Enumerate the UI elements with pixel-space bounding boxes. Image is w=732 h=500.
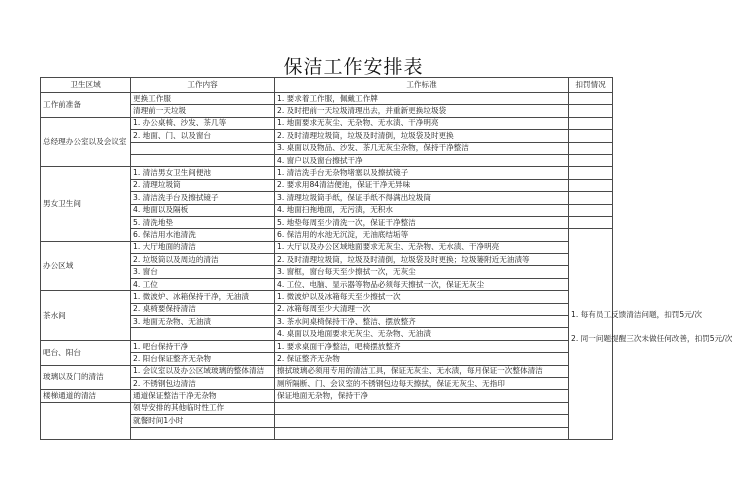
work-standard-cell: 1. 地面要求无灰尘、无杂物、无水渍、干净明亮 xyxy=(275,117,569,129)
table-row xyxy=(41,117,613,129)
work-content-cell: 3. 窗台 xyxy=(131,266,275,278)
table-row xyxy=(41,241,613,253)
work-content-cell xyxy=(131,427,275,439)
work-content-cell: 通道保证整洁干净无杂物 xyxy=(131,390,275,402)
cleaning-schedule-table xyxy=(40,77,732,440)
area-cell: 茶水间 xyxy=(41,291,131,341)
table-row xyxy=(41,340,613,352)
work-standard-cell: 保证地面无杂物，保持干净 xyxy=(275,390,569,402)
work-content-cell: 1. 会议室以及办公区域玻璃的整体清洁 xyxy=(131,365,275,377)
work-content-cell: 1. 吧台保持干净 xyxy=(131,340,275,352)
work-standard-cell: 1. 清洁洗手台无杂物堵塞以及擦拭镜子 xyxy=(275,167,569,179)
work-content-cell xyxy=(131,154,275,166)
work-standard-cell xyxy=(275,402,569,414)
work-content-cell: 4. 工位 xyxy=(131,278,275,290)
penalty-cell xyxy=(569,117,613,129)
work-content-cell: 1. 微波炉、冰箱保持干净，无油渍 xyxy=(131,291,275,303)
page-title: 保洁工作安排表 xyxy=(283,56,424,78)
work-content-cell: 2. 桌椅要保持清洁 xyxy=(131,303,275,315)
area-cell: 办公区域 xyxy=(41,241,131,291)
header-area: 卫生区域 xyxy=(41,78,131,93)
penalty-cell xyxy=(569,229,732,440)
work-content-cell: 1. 大厅地面的清洁 xyxy=(131,241,275,253)
area-cell: 吧台、阳台 xyxy=(41,340,131,365)
work-content-cell: 5. 清洗地垫 xyxy=(131,216,275,228)
work-standard-cell xyxy=(275,415,569,427)
area-cell: 工作前准备 xyxy=(41,93,131,118)
work-standard-cell: 2. 要求用84清洁便池，保证干净无异味 xyxy=(275,179,569,191)
area-cell: 总经理办公室以及会议室 xyxy=(41,117,131,167)
penalty-cell xyxy=(569,192,613,204)
work-standard-cell: 2. 冰箱每周至少大清理一次 xyxy=(275,303,569,315)
table-row xyxy=(41,167,613,179)
header-standard: 工作标准 xyxy=(275,78,569,93)
work-content-cell: 2. 地面、门、以及窗台 xyxy=(131,130,275,142)
work-content-cell: 3. 清洁洗手台及擦拭镜子 xyxy=(131,192,275,204)
work-standard-cell: 4. 工位、电脑、显示器等物品必须每天擦拭一次，保证无灰尘 xyxy=(275,278,569,290)
work-standard-cell: 1. 要求桌面干净整洁，吧椅摆放整齐 xyxy=(275,340,569,352)
penalty-rule: 1. 每有员工反馈清洁问题，扣罚5元/次 xyxy=(571,310,702,320)
work-content-cell: 领导安排的其他临时性工作 xyxy=(131,402,275,414)
work-standard-cell: 3. 清理垃圾筒手纸，保证手纸不得满出垃圾筒 xyxy=(275,192,569,204)
work-standard-cell: 4. 窗户以及窗台擦拭干净 xyxy=(275,154,569,166)
penalty-cell xyxy=(569,167,613,179)
penalty-cell xyxy=(569,93,613,105)
work-standard-cell: 6. 保洁用的水池无沉淀，无油底结垢等 xyxy=(275,229,569,241)
area-cell xyxy=(41,402,131,439)
area-cell: 楼梯通道的清洁 xyxy=(41,390,131,402)
header-penalty: 扣罚情况 xyxy=(569,78,613,93)
work-content-cell: 就餐时间1小时 xyxy=(131,415,275,427)
work-standard-cell: 2. 及时清理垃圾筒，垃圾及时清倒，垃圾袋及时更换；垃圾篓附近无油渍等 xyxy=(275,254,569,266)
work-content-cell: 清理前一天垃圾 xyxy=(131,105,275,117)
work-standard-cell: 厕所隔断、门、会议室的不锈钢包边每天擦拭，保证无灰尘、无指印 xyxy=(275,377,569,389)
penalty-cell xyxy=(569,204,613,216)
header-content: 工作内容 xyxy=(131,78,275,93)
work-standard-cell: 5. 地垫每周至少清洗一次，保证干净整洁 xyxy=(275,216,569,228)
work-standard-cell xyxy=(275,427,569,439)
work-content-cell: 6. 保洁用水池清洗 xyxy=(131,229,275,241)
work-content-cell: 3. 地面无杂物、无油渍 xyxy=(131,316,275,328)
area-cell: 男女卫生间 xyxy=(41,167,131,241)
work-content-cell xyxy=(131,328,275,340)
table-row xyxy=(41,291,613,303)
work-standard-cell: 1. 大厅以及办公区域地面要求无灰尘、无杂物、无水渍、干净明亮 xyxy=(275,241,569,253)
work-standard-cell: 1. 微波炉以及冰箱每天至少擦拭一次 xyxy=(275,291,569,303)
work-content-cell: 2. 垃圾筒以及周边的清洁 xyxy=(131,254,275,266)
work-content-cell xyxy=(131,142,275,154)
table-body xyxy=(41,93,732,440)
header-row xyxy=(41,78,613,93)
penalty-rule: 2. 同一问题提醒三次未做任何改善，扣罚5元/次 xyxy=(571,334,732,344)
work-standard-cell: 2. 及时清理垃圾筒，垃圾及时清倒，垃圾袋及时更换 xyxy=(275,130,569,142)
penalty-cell xyxy=(569,105,613,117)
work-standard-cell: 1. 要求着工作服，佩戴工作牌 xyxy=(275,93,569,105)
work-content-cell: 2. 清理垃圾筒 xyxy=(131,179,275,191)
work-standard-cell: 2. 保证整齐无杂物 xyxy=(275,353,569,365)
table-row xyxy=(41,365,613,377)
work-content-cell: 更换工作服 xyxy=(131,93,275,105)
work-standard-cell: 4. 地面扫拖地面，无污渍，无积水 xyxy=(275,204,569,216)
penalty-cell xyxy=(569,142,613,154)
work-standard-cell: 3. 窗框，窗台每天至少擦拭一次，无灰尘 xyxy=(275,266,569,278)
work-content-cell: 2. 阳台保证整齐无杂物 xyxy=(131,353,275,365)
penalty-cell xyxy=(569,130,613,142)
table-row xyxy=(41,390,613,402)
penalty-cell xyxy=(569,216,613,228)
work-standard-cell: 2. 及时把前一天垃圾清理出去，并重新更换垃圾袋 xyxy=(275,105,569,117)
work-standard-cell: 3. 茶水间桌椅保持干净、整洁、摆放整齐 xyxy=(275,316,569,328)
table-row xyxy=(41,402,613,414)
area-cell: 玻璃以及门的清洁 xyxy=(41,365,131,390)
work-standard-cell: 擦拭玻璃必须用专用的清洁工具，保证无灰尘、无水渍，每月保证一次整体清洁 xyxy=(275,365,569,377)
work-content-cell: 1. 清洁男女卫生间便池 xyxy=(131,167,275,179)
work-content-cell: 1. 办公桌椅、沙发、茶几等 xyxy=(131,117,275,129)
work-standard-cell: 3. 桌面以及物品、沙发、茶几无灰尘杂物，保持干净整洁 xyxy=(275,142,569,154)
penalty-cell xyxy=(569,154,613,166)
penalty-cell xyxy=(569,179,613,191)
work-content-cell: 2. 不锈钢包边清洁 xyxy=(131,377,275,389)
table-row xyxy=(41,93,613,105)
work-content-cell: 4. 地面以及隔板 xyxy=(131,204,275,216)
work-standard-cell: 4. 桌面以及地面要求无灰尘、无杂物、无油渍 xyxy=(275,328,569,340)
